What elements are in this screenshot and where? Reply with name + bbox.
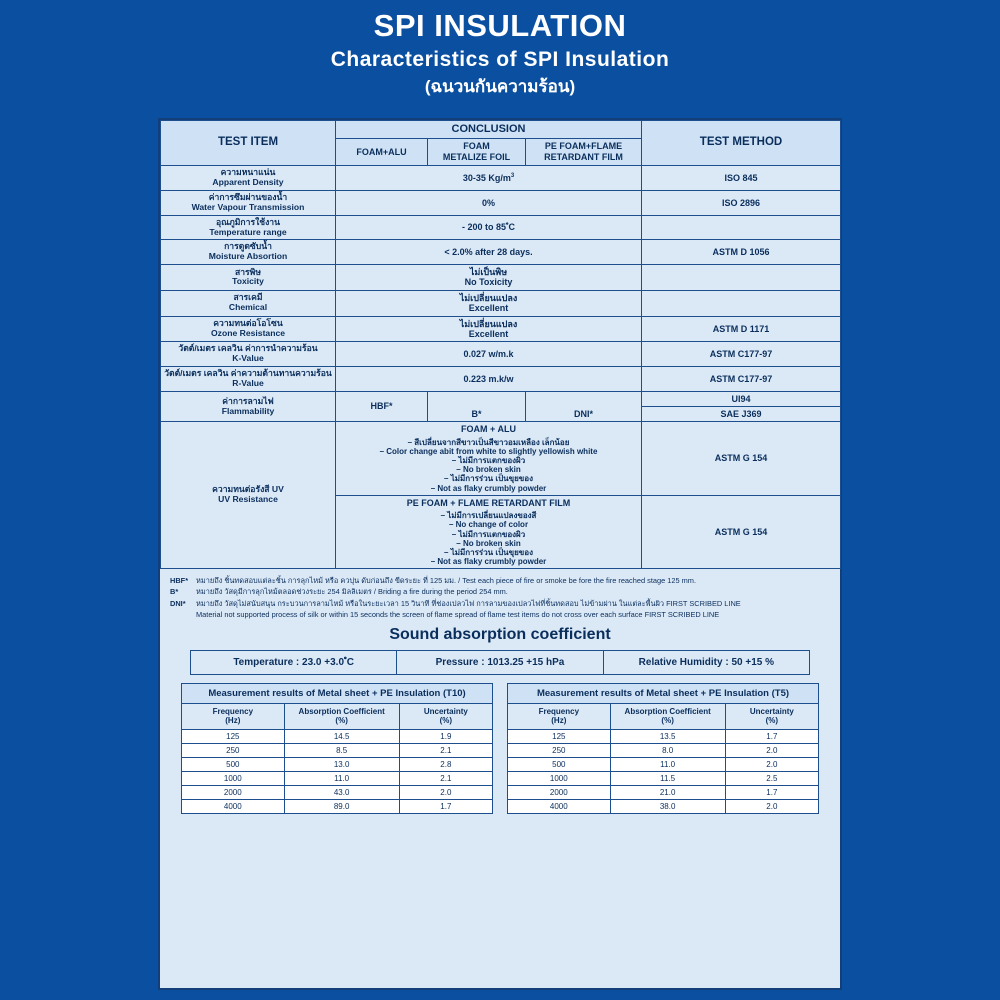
cell-uncertainty: 1.7 [725, 785, 818, 799]
table-row [161, 290, 841, 316]
table-row [508, 771, 819, 785]
table-row [161, 166, 841, 191]
poster-subtitle: Characteristics of SPI Insulation [330, 48, 670, 71]
mtable-title-row [182, 683, 493, 703]
row-label: สารเคมี Chemical [161, 290, 336, 316]
cell-uncertainty: 1.7 [725, 729, 818, 743]
row-label: วัตต์/เมตร เคลวิน ค่าความต้านทานความร้อน R-Value [161, 366, 336, 391]
poster-header [0, 0, 1000, 106]
table-row [161, 366, 841, 391]
uv-block2-title: PE FOAM + FLAME RETARDANT FILM [406, 497, 571, 508]
col-frequency: Frequency (Hz) [508, 703, 611, 729]
row-method: ASTM C177-97 [642, 342, 841, 367]
footnote-label: B* [170, 587, 179, 597]
table-row [182, 799, 493, 813]
table-row-flammability [161, 391, 841, 406]
uv-block1-title: FOAM + ALU [461, 424, 516, 435]
cell-absorption: 8.0 [610, 743, 725, 757]
footnote-row [170, 609, 830, 620]
cell-absorption: 14.5 [284, 729, 399, 743]
row-value: < 2.0% after 28 days. [336, 240, 642, 265]
cell-absorption: 43.0 [284, 785, 399, 799]
footnote-row [170, 575, 830, 586]
footnote-label [170, 609, 196, 620]
cell-uncertainty: 2.1 [399, 771, 492, 785]
table-row [161, 215, 841, 240]
table-row [161, 316, 841, 342]
col-pe-foam-flame: PE FOAM+FLAME RETARDANT FILM [526, 138, 642, 166]
table-row [161, 342, 841, 367]
cell-frequency: 250 [182, 743, 285, 757]
measurement-table-t5 [507, 683, 819, 814]
row-label: การดูดซับน้ำ Moisture Absortion [161, 240, 336, 265]
row-value: 30-35 $Kg/m^3$ [336, 166, 642, 191]
cell-uncertainty: 2.1 [399, 743, 492, 757]
characteristics-table [160, 120, 841, 569]
cell-uncertainty: 1.9 [399, 729, 492, 743]
row-method [642, 215, 841, 240]
footnote-text: หมายถึง ชิ้นทดสอบแต่ละชิ้น การลุกไหม้ หรือ ควบุ่น ดับก่อนถึง ขีดระยะ ที่ 125 มม. / Test each piece of fire or smoke be fore the fire reached stage 125 mm. [196, 576, 697, 586]
row-label: ค่าการซึมผ่านของน้ำ Water Vapour Transmission [161, 190, 336, 215]
uv-pe-foam-block: PE FOAM + FLAME RETARDANT FILM – ไม่มีการเปลี่ยนแปลงของสี – No change of color – ไม่มีการแตกของผิว – No broken skin – ไม่มีการร่วน เป็นขุยของ – Not as flaky crumbly powder [336, 495, 642, 568]
row-label: อุณภูมิการใช้งาน Temperature range [161, 215, 336, 240]
table-row [182, 729, 493, 743]
col-foam-alu: FOAM+ALU [336, 138, 428, 166]
flammability-metalize: B* [428, 407, 526, 422]
cell-frequency: 1000 [182, 771, 285, 785]
cell-absorption: 11.0 [284, 771, 399, 785]
cell-uncertainty: 2.0 [725, 743, 818, 757]
cell-frequency: 4000 [508, 799, 611, 813]
row-label: วัตต์/เมตร เคลวิน ค่าการนำความร้อน K-Value [161, 342, 336, 367]
flammability-spacer [428, 391, 526, 406]
condition-pressure: Pressure : 1013.25 +15 hPa [397, 650, 603, 674]
cell-absorption: 21.0 [610, 785, 725, 799]
table-row [182, 743, 493, 757]
sound-section-title: Sound absorption coefficient [389, 625, 611, 643]
row-method [642, 290, 841, 316]
table-row [182, 757, 493, 771]
flammability-foam-alu: HBF* [336, 391, 428, 422]
cell-absorption: 13.0 [284, 757, 399, 771]
footnote-label: DNI* [170, 598, 186, 608]
cell-uncertainty: 2.5 [725, 771, 818, 785]
cell-absorption: 11.0 [610, 757, 725, 771]
footnote-label: HBF* [170, 576, 189, 586]
flammability-spacer2 [526, 391, 642, 406]
cell-frequency: 2000 [508, 785, 611, 799]
table-row [508, 799, 819, 813]
row-value: ไม่เปลี่ยนแปลง Excellent [336, 290, 642, 316]
measurement-conditions [190, 650, 810, 675]
table-row [508, 729, 819, 743]
flammability-method-1: UI94 [642, 391, 841, 406]
uv-block1-method: ASTM G 154 [642, 422, 841, 495]
cell-frequency: 2000 [182, 785, 285, 799]
row-label: ความทนต่อโอโซน Ozone Resistance [161, 316, 336, 342]
table-row [182, 785, 493, 799]
cell-frequency: 500 [508, 757, 611, 771]
row-label: สารพิษ Toxicity [161, 265, 336, 291]
table-row [182, 771, 493, 785]
table-row-uv-1 [161, 422, 841, 495]
footnote-row [170, 586, 830, 597]
flammability-pe-foam: DNI* [526, 407, 642, 422]
poster-subtitle-thai: (ฉนวนกันความร้อน) [424, 77, 576, 96]
cell-uncertainty: 2.0 [399, 785, 492, 799]
row-method: ASTM D 1171 [642, 316, 841, 342]
col-absorption-coefficient: Absorption Coefficient (%) [284, 703, 399, 729]
uv-block2-method: ASTM G 154 [642, 495, 841, 568]
cell-uncertainty: 1.7 [399, 799, 492, 813]
table-row [161, 240, 841, 265]
footnote-text: Material not supported process of silk or within 15 seconds the screen of flame spread of flame test items do not cross over each surface FIRST SCRIBED LINE [196, 609, 720, 619]
col-test-item: TEST ITEM [161, 121, 336, 166]
row-method: ISO 845 [642, 166, 841, 191]
measurement-table-t10 [181, 683, 493, 814]
condition-humidity: Relative Humidity : 50 +15 % [603, 650, 809, 674]
cell-uncertainty: 2.0 [725, 757, 818, 771]
mtable-header-row [508, 703, 819, 729]
col-frequency: Frequency (Hz) [182, 703, 285, 729]
cell-absorption: 11.5 [610, 771, 725, 785]
footnote-text: หมายถึง วัสดุมีการลุกไหม้ตลอดช่วงระยะ 254 มิลลิเมตร / Briding a fire during the period 254 mm. [196, 587, 508, 597]
col-conclusion: CONCLUSION [336, 121, 642, 139]
row-value: - 200 to 85 ํC [336, 215, 642, 240]
cell-absorption: 38.0 [610, 799, 725, 813]
row-label-uv: ความทนต่อรังสี UV UV Resistance [161, 422, 336, 569]
footnote-row [170, 598, 830, 609]
row-label: ค่าการลามไฟ Flammability [161, 391, 336, 422]
row-method: ASTM D 1056 [642, 240, 841, 265]
col-foam-metalize-foil: FOAM METALIZE FOIL [428, 138, 526, 166]
row-value: 0.223 m.k/w [336, 366, 642, 391]
row-value: 0.027 w/m.k [336, 342, 642, 367]
table-row [508, 785, 819, 799]
mtable-header-row [182, 703, 493, 729]
row-method: ISO 2896 [642, 190, 841, 215]
col-absorption-coefficient: Absorption Coefficient (%) [610, 703, 725, 729]
condition-temperature: Temperature : 23.0 +3.0 ํC [191, 650, 397, 674]
conditions-row [191, 650, 810, 674]
row-value: 0% [336, 190, 642, 215]
cell-frequency: 1000 [508, 771, 611, 785]
mtable-title: Measurement results of Metal sheet + PE Insulation (T10) [182, 683, 493, 703]
footnote-text: หมายถึง วัสดุไม่สนับสนุน กระบวนการลามไหม้ หรือในระยะเวลา 15 วินาที ที่ช่องเปลวไฟ การลามของเปลวไฟที่ชิ้นทดสอบ ไม่ข้ามผ่าน ในแต่ละพื้นผิว FIRST SCRIBED LINE [196, 598, 741, 608]
mtable-title: Measurement results of Metal sheet + PE Insulation (T5) [508, 683, 819, 703]
cell-absorption: 13.5 [610, 729, 725, 743]
cell-uncertainty: 2.0 [725, 799, 818, 813]
table-row [161, 265, 841, 291]
cell-absorption: 89.0 [284, 799, 399, 813]
poster-title: SPI INSULATION [373, 8, 627, 43]
cell-uncertainty: 2.8 [399, 757, 492, 771]
col-test-method: TEST METHOD [642, 121, 841, 166]
table-row [508, 743, 819, 757]
cell-frequency: 4000 [182, 799, 285, 813]
col-uncertainty: Uncertainty (%) [399, 703, 492, 729]
footnotes [160, 569, 840, 623]
row-value: ไม่เปลี่ยนแปลง Excellent [336, 316, 642, 342]
cell-frequency: 125 [508, 729, 611, 743]
table-row [508, 757, 819, 771]
cell-frequency: 500 [182, 757, 285, 771]
table-row [161, 190, 841, 215]
cell-frequency: 125 [182, 729, 285, 743]
col-uncertainty: Uncertainty (%) [725, 703, 818, 729]
table-header-row-1 [161, 121, 841, 139]
spec-sheet [158, 118, 842, 990]
row-label: ความหนาแน่น Apparent Density [161, 166, 336, 191]
mtable-title-row [508, 683, 819, 703]
uv-foam-alu-block: FOAM + ALU – สีเปลี่ยนจากสีขาวเป็นสีขาวอมเหลือง เล็กน้อย – Color change abit from white to slightly yellowish white – ไม่มีการแตกของผิว – No broken skin – ไม่มีการร่วน เป็นขุยของ – Not as flaky crumbly powder [336, 422, 642, 495]
row-method [642, 265, 841, 291]
cell-frequency: 250 [508, 743, 611, 757]
cell-absorption: 8.5 [284, 743, 399, 757]
flammability-method-2: SAE J369 [642, 407, 841, 422]
row-method: ASTM C177-97 [642, 366, 841, 391]
row-value: ไม่เป็นพิษ No Toxicity [336, 265, 642, 291]
measurement-tables [160, 683, 840, 814]
